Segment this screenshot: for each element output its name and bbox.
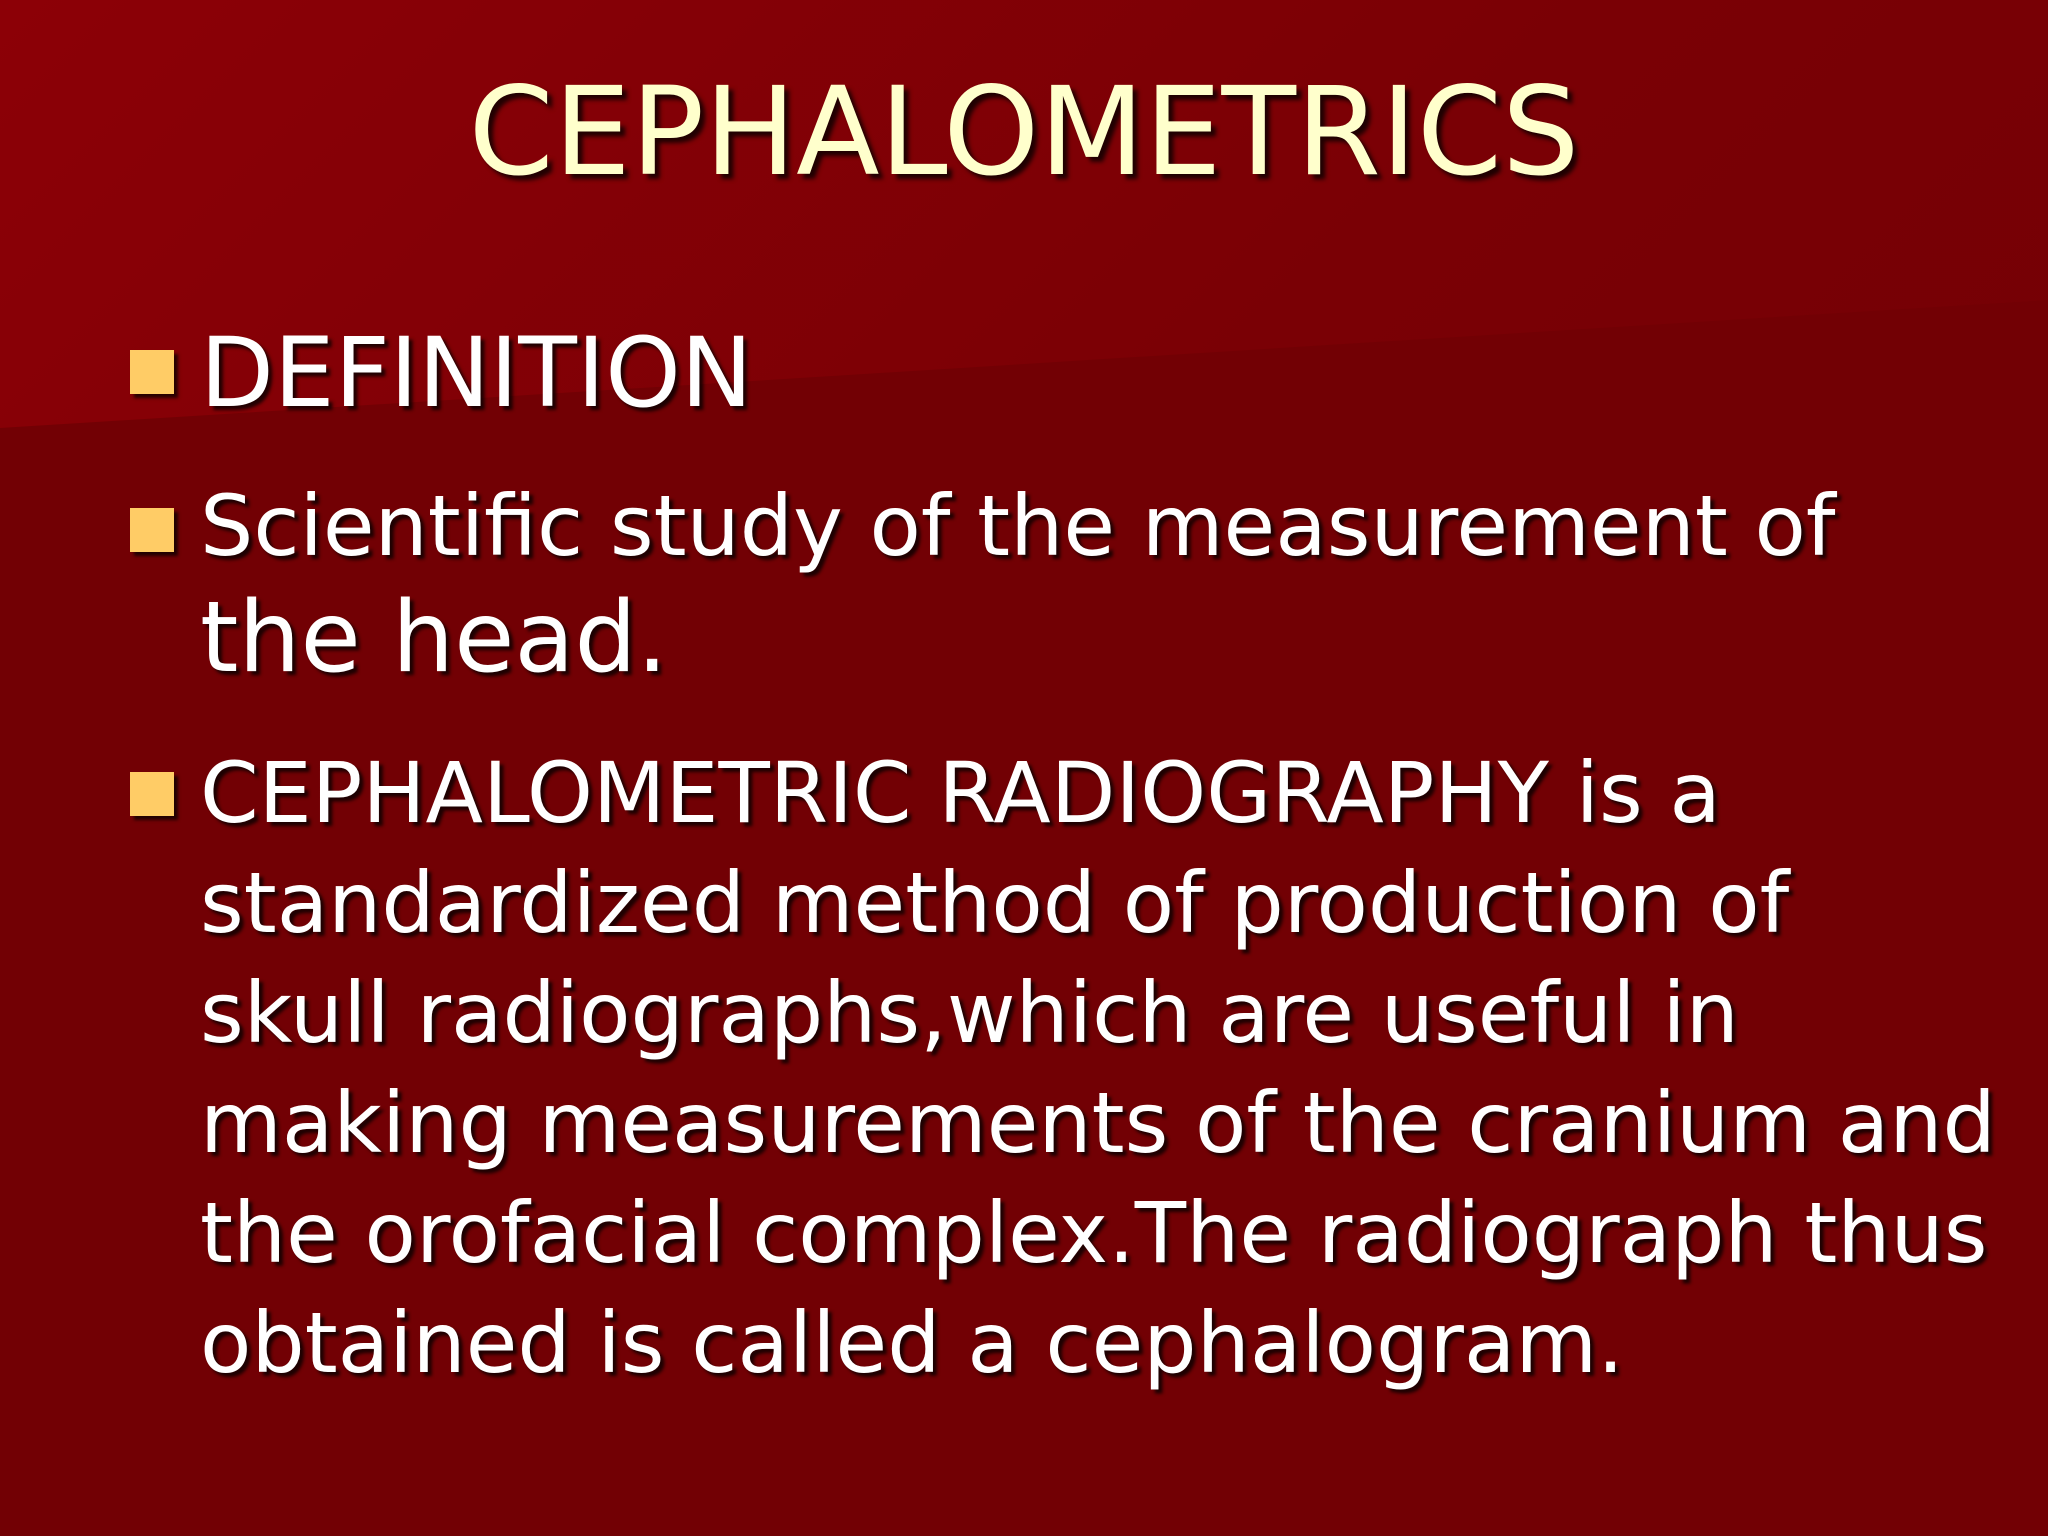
bullet-line: the orofacial complex.The radiograph thus (200, 1184, 1988, 1282)
bullet-square-icon (130, 772, 174, 816)
bullet-square-icon (130, 350, 174, 394)
slide-title: CEPHALOMETRICS (468, 61, 1580, 203)
bullet-line: making measurements of the cranium and (200, 1074, 1996, 1172)
bullet-line: standardized method of production of (200, 854, 1790, 952)
bullet-square-icon (130, 508, 174, 552)
bullet-line: Scientific study of the measurement of (200, 477, 1836, 575)
bullet-line: DEFINITION (200, 317, 753, 429)
bullet-line: CEPHALOMETRIC RADIOGRAPHY is a (200, 744, 1721, 842)
bullet-item-scientific-study (200, 470, 1835, 694)
bullet-item-definition (200, 318, 753, 428)
bullet-line: skull radiographs,which are useful in (200, 964, 1739, 1062)
bullet-line: the head. (200, 581, 668, 695)
bullet-item-cephalometric-radiography (200, 738, 1996, 1398)
bullet-line: obtained is called a cephalogram. (200, 1294, 1624, 1392)
